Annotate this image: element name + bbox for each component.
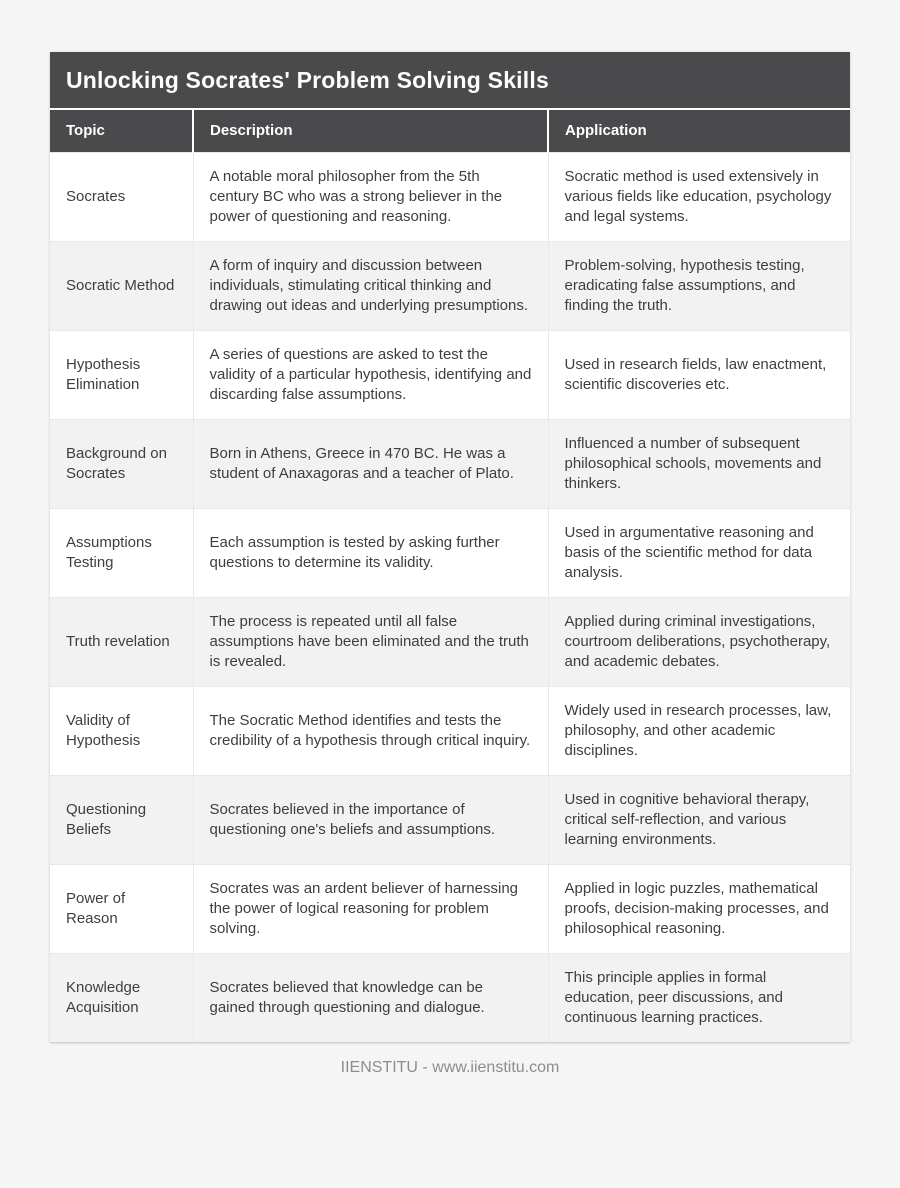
description-cell: The process is repeated until all false assumptions have been eliminated and the truth is revealed. [193, 598, 548, 687]
table-row [50, 776, 850, 865]
socrates-table-card [50, 52, 850, 1042]
header-row [50, 110, 850, 153]
table-row [50, 509, 850, 598]
topic-cell: Background on Socrates [50, 420, 193, 509]
description-cell: The Socratic Method identifies and tests the credibility of a hypothesis through critical inquiry. [193, 687, 548, 776]
table-row [50, 687, 850, 776]
page-title: Unlocking Socrates' Problem Solving Skills [50, 52, 850, 110]
footer-attribution: IIENSTITU - www.iienstitu.com [340, 1059, 560, 1076]
application-cell: Used in cognitive behavioral therapy, critical self-reflection, and various learning environments. [548, 776, 850, 865]
table-row [50, 331, 850, 420]
application-cell: Problem-solving, hypothesis testing, eradicating false assumptions, and finding the truth. [548, 242, 850, 331]
description-cell: Born in Athens, Greece in 470 BC. He was a student of Anaxagoras and a teacher of Plato. [193, 420, 548, 509]
topic-cell: Knowledge Acquisition [50, 954, 193, 1043]
description-cell: Socrates believed in the importance of questioning one's beliefs and assumptions. [193, 776, 548, 865]
table-body [50, 153, 850, 1043]
table-header [50, 110, 850, 153]
column-header-topic: Topic [50, 110, 193, 153]
description-cell: A notable moral philosopher from the 5th century BC who was a strong believer in the power of questioning and reasoning. [193, 153, 548, 242]
table-row [50, 242, 850, 331]
description-cell: Socrates believed that knowledge can be gained through questioning and dialogue. [193, 954, 548, 1043]
topic-cell: Hypothesis Elimination [50, 331, 193, 420]
topic-cell: Socrates [50, 153, 193, 242]
column-header-description: Description [193, 110, 548, 153]
topic-cell: Assumptions Testing [50, 509, 193, 598]
table-row [50, 954, 850, 1043]
application-cell: This principle applies in formal education, peer discussions, and continuous learning practices. [548, 954, 850, 1043]
application-cell: Socratic method is used extensively in various fields like education, psychology and legal systems. [548, 153, 850, 242]
table-row [50, 420, 850, 509]
application-cell: Applied in logic puzzles, mathematical proofs, decision-making processes, and philosophical reasoning. [548, 865, 850, 954]
column-header-application: Application [548, 110, 850, 153]
application-cell: Used in research fields, law enactment, scientific discoveries etc. [548, 331, 850, 420]
topic-cell: Truth revelation [50, 598, 193, 687]
topic-cell: Socratic Method [50, 242, 193, 331]
description-cell: A series of questions are asked to test the validity of a particular hypothesis, identifying and discarding false assumptions. [193, 331, 548, 420]
application-cell: Applied during criminal investigations, courtroom deliberations, psychotherapy, and academic debates. [548, 598, 850, 687]
topic-cell: Power of Reason [50, 865, 193, 954]
table-row [50, 598, 850, 687]
description-cell: Each assumption is tested by asking further questions to determine its validity. [193, 509, 548, 598]
table-row [50, 865, 850, 954]
description-cell: A form of inquiry and discussion between individuals, stimulating critical thinking and drawing out ideas and underlying presumptions. [193, 242, 548, 331]
application-cell: Used in argumentative reasoning and basis of the scientific method for data analysis. [548, 509, 850, 598]
application-cell: Influenced a number of subsequent philosophical schools, movements and thinkers. [548, 420, 850, 509]
table-row [50, 153, 850, 242]
application-cell: Widely used in research processes, law, philosophy, and other academic disciplines. [548, 687, 850, 776]
description-cell: Socrates was an ardent believer of harnessing the power of logical reasoning for problem solving. [193, 865, 548, 954]
topic-cell: Questioning Beliefs [50, 776, 193, 865]
topic-cell: Validity of Hypothesis [50, 687, 193, 776]
socrates-table [50, 110, 850, 1042]
